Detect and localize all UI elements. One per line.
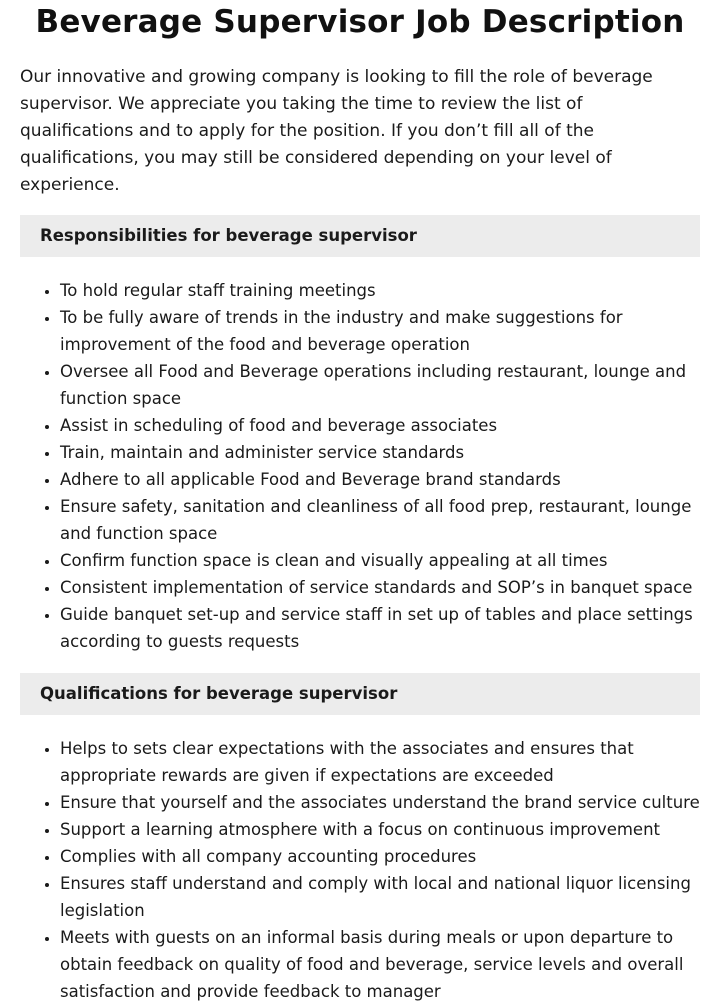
list-item: • Train, maintain and administer service standards xyxy=(60,439,700,466)
list-item: • Assist in scheduling of food and beverage associates xyxy=(60,412,700,439)
qualifications-heading: Qualifications for beverage supervisor xyxy=(20,673,700,715)
list-item: • Confirm function space is clean and visually appealing at all times xyxy=(60,547,700,574)
list-item: • Meets with guests on an informal basis during meals or upon departure to obtain feedback on quality of food and beverage, service levels and overall satisfaction and provide feedback to manager xyxy=(60,924,700,1005)
list-item: • To hold regular staff training meetings xyxy=(60,277,700,304)
list-item: • Ensures staff understand and comply with local and national liquor licensing legislation xyxy=(60,870,700,924)
list-item: • Support a learning atmosphere with a focus on continuous improvement xyxy=(60,816,700,843)
responsibilities-heading: Responsibilities for beverage supervisor xyxy=(20,215,700,257)
list-item: • To be fully aware of trends in the industry and make suggestions for improvement of the food and beverage operation xyxy=(60,304,700,358)
list-item: • Oversee all Food and Beverage operations including restaurant, lounge and function space xyxy=(60,358,700,412)
list-item: • Adhere to all applicable Food and Beverage brand standards xyxy=(60,466,700,493)
qualifications-list xyxy=(20,735,700,1005)
list-item: • Ensure safety, sanitation and cleanliness of all food prep, restaurant, lounge and function space xyxy=(60,493,700,547)
intro-paragraph: Our innovative and growing company is looking to fill the role of beverage supervisor. We appreciate you taking the time to review the list of qualifications and to apply for the position. If you don’t fill all of the qualifications, you may still be considered depending on your level of experience. xyxy=(20,67,653,195)
list-item: • Helps to sets clear expectations with the associates and ensures that appropriate rewards are given if expectations are exceeded xyxy=(60,735,700,789)
list-item: • Ensure that yourself and the associates understand the brand service culture xyxy=(60,789,700,816)
list-item: • Guide banquet set-up and service staff in set up of tables and place settings according to guests requests xyxy=(60,601,700,655)
list-item: • Complies with all company accounting procedures xyxy=(60,843,700,870)
responsibilities-list xyxy=(20,277,700,655)
list-item: • Consistent implementation of service standards and SOP’s in banquet space xyxy=(60,574,700,601)
page-title: Beverage Supervisor Job Description xyxy=(35,4,685,40)
